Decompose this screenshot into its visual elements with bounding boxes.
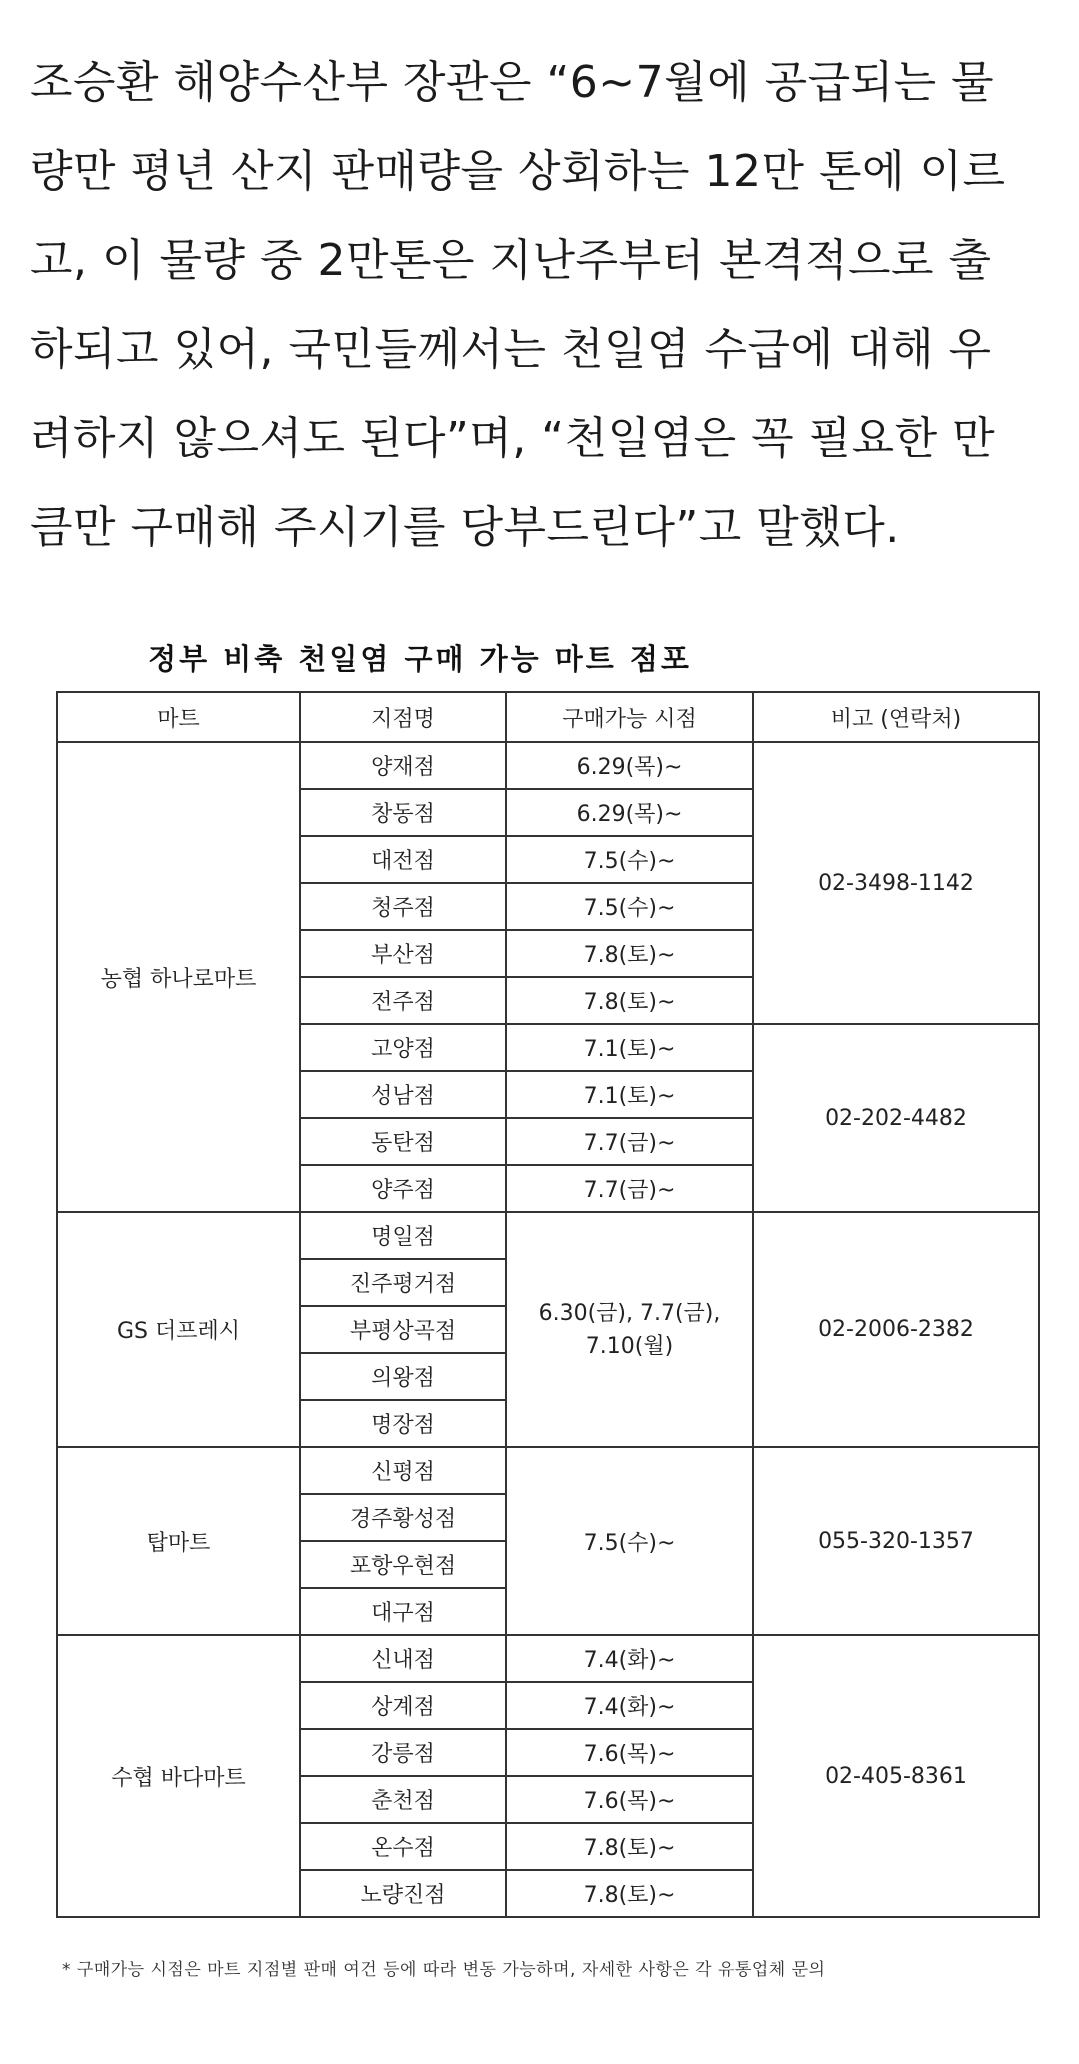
branch-name: 창동점 — [300, 789, 506, 836]
purchase-date: 7.6(목)~ — [506, 1776, 753, 1823]
contact-number: 02-202-4482 — [753, 1024, 1039, 1212]
branch-name: 양재점 — [300, 742, 506, 789]
header-contact: 비고 (연락처) — [753, 692, 1039, 742]
branch-name: 부산점 — [300, 930, 506, 977]
article-paragraph: 조승환 해양수산부 장관은 “6~7월에 공급되는 물 량만 평년 산지 판매량을 상회하는 12만 톤에 이르 고, 이 물량 중 2만톤은 지난주부터 본격적으로 출 하되고 있어, 국민들께서는 천일염 수급에 대해 우 려하지 않으셔도 된다”며, “천일염은 꼭 필요한 만 큼만 구매해 주시기를 당부드린다”고 말했다. — [30, 57, 1006, 553]
mart-name: 농협 하나로마트 — [57, 742, 300, 1212]
purchase-date: 6.29(목)~ — [506, 789, 753, 836]
contact-number: 02-405-8361 — [753, 1635, 1039, 1917]
branch-name: 동탄점 — [300, 1118, 506, 1165]
purchase-date: 7.5(수)~ — [506, 883, 753, 930]
purchase-date-line: 6.30(금), 7.7(금), — [538, 1300, 721, 1326]
branch-name: 신내점 — [300, 1635, 506, 1682]
branch-name: 고양점 — [300, 1024, 506, 1071]
branch-name: 의왕점 — [300, 1353, 506, 1400]
branch-name: 춘천점 — [300, 1776, 506, 1823]
purchase-date: 6.29(목)~ — [506, 742, 753, 789]
contact-number: 055-320-1357 — [753, 1447, 1039, 1635]
purchase-date: 7.5(수)~ — [506, 836, 753, 883]
branch-name: 전주점 — [300, 977, 506, 1024]
mart-name: 수협 바다마트 — [57, 1635, 300, 1917]
purchase-date: 7.6(목)~ — [506, 1729, 753, 1776]
purchase-date: 7.8(토)~ — [506, 1823, 753, 1870]
table-row — [57, 1447, 1039, 1494]
purchase-date: 7.1(토)~ — [506, 1071, 753, 1118]
branch-name: 명장점 — [300, 1400, 506, 1447]
table-title: 정부 비축 천일염 구매 가능 마트 점포 — [148, 642, 692, 676]
purchase-date-line: 7.10(월) — [585, 1333, 674, 1359]
branch-name: 온수점 — [300, 1823, 506, 1870]
purchase-date: 7.7(금)~ — [506, 1118, 753, 1165]
header-mart: 마트 — [57, 692, 300, 742]
purchase-date: 7.4(화)~ — [506, 1635, 753, 1682]
branch-name: 부평상곡점 — [300, 1306, 506, 1353]
branch-name: 포항우현점 — [300, 1541, 506, 1588]
header-branch: 지점명 — [300, 692, 506, 742]
purchase-date — [506, 1212, 753, 1447]
branch-name: 청주점 — [300, 883, 506, 930]
purchase-date: 7.8(토)~ — [506, 930, 753, 977]
branch-name: 양주점 — [300, 1165, 506, 1212]
header-purchase-date: 구매가능 시점 — [506, 692, 753, 742]
purchase-date: 7.7(금)~ — [506, 1165, 753, 1212]
branch-name: 강릉점 — [300, 1729, 506, 1776]
branch-name: 진주평거점 — [300, 1259, 506, 1306]
branch-name: 대구점 — [300, 1588, 506, 1635]
branch-name: 신평점 — [300, 1447, 506, 1494]
contact-number: 02-3498-1142 — [753, 742, 1039, 1024]
branch-name: 명일점 — [300, 1212, 506, 1259]
mart-table — [56, 691, 1040, 1918]
purchase-date: 7.8(토)~ — [506, 977, 753, 1024]
purchase-date: 7.5(수)~ — [506, 1447, 753, 1635]
purchase-date: 7.1(토)~ — [506, 1024, 753, 1071]
contact-number: 02-2006-2382 — [753, 1212, 1039, 1447]
table-row — [57, 1212, 1039, 1259]
branch-name: 노량진점 — [300, 1870, 506, 1917]
purchase-date: 7.8(토)~ — [506, 1870, 753, 1917]
table-header-row — [57, 692, 1039, 742]
mart-name: GS 더프레시 — [57, 1212, 300, 1447]
table-footnote: * 구매가능 시점은 마트 지점별 판매 여건 등에 따라 변동 가능하며, 자세한 사항은 각 유통업체 문의 — [62, 1960, 826, 1980]
branch-name: 성남점 — [300, 1071, 506, 1118]
purchase-date: 7.4(화)~ — [506, 1682, 753, 1729]
table-row — [57, 1635, 1039, 1682]
mart-name: 탑마트 — [57, 1447, 300, 1635]
branch-name: 경주황성점 — [300, 1494, 506, 1541]
branch-name: 상계점 — [300, 1682, 506, 1729]
branch-name: 대전점 — [300, 836, 506, 883]
table-row — [57, 742, 1039, 789]
